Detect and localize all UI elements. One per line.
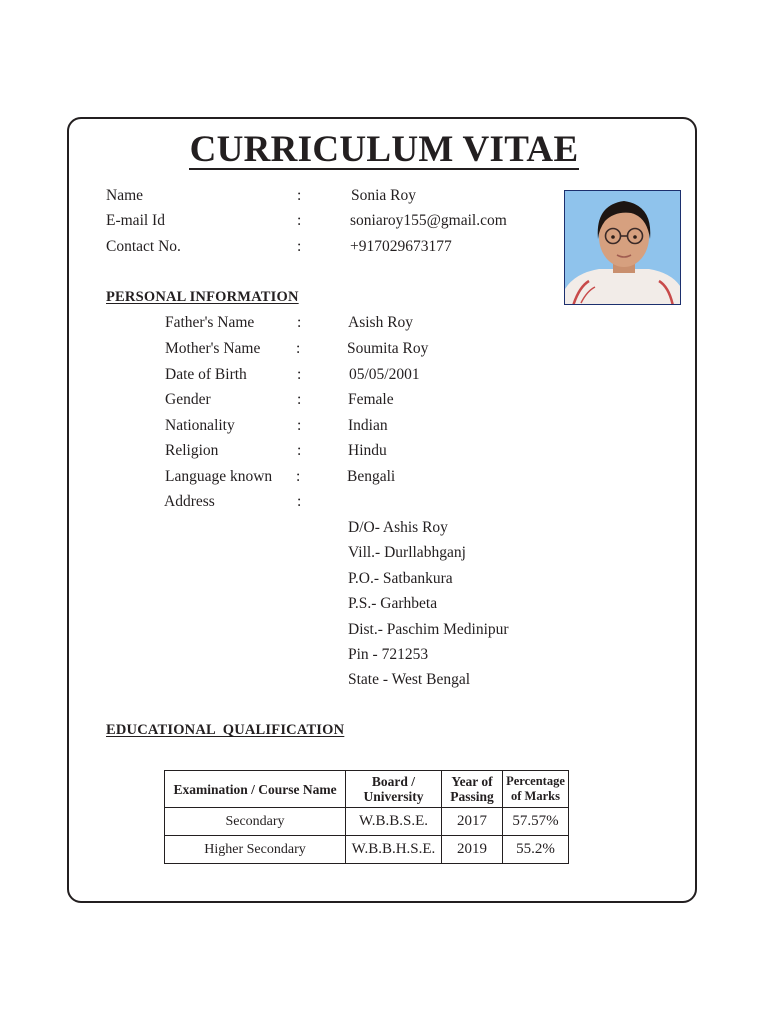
address-line: Pin - 721253 <box>348 646 429 663</box>
gender-value: Female <box>348 391 394 408</box>
table-cell: W.B.B.H.S.E. <box>346 836 442 864</box>
address-colon: : <box>297 493 302 510</box>
profile-photo <box>564 190 681 305</box>
email-value: soniaroy155@gmail.com <box>350 212 507 229</box>
address-label: Address <box>164 493 215 510</box>
address-line: D/O- Ashis Roy <box>348 519 448 536</box>
address-line: P.O.- Satbankura <box>348 570 453 587</box>
date-of-birth-value: 05/05/2001 <box>349 366 420 383</box>
column-header-board: Board / University <box>346 771 442 808</box>
language-known-value: Bengali <box>347 468 396 485</box>
column-header-course: Examination / Course Name <box>165 771 346 808</box>
email-label: E-mail Id <box>106 212 165 229</box>
table-cell: 2017 <box>442 808 503 836</box>
language-known-colon: : <box>296 468 301 485</box>
fathers-name-label: Father's Name <box>165 314 255 331</box>
profile-photo-illustration <box>565 191 681 305</box>
contact-no-label: Contact No. <box>106 238 181 255</box>
table-row <box>165 836 569 864</box>
education-table-header-row <box>165 771 569 808</box>
education-table <box>164 770 569 864</box>
religion-colon: : <box>297 442 302 459</box>
gender-label: Gender <box>165 391 211 408</box>
date-of-birth-colon: : <box>297 366 302 383</box>
table-cell: 2019 <box>442 836 503 864</box>
religion-value: Hindu <box>348 442 387 459</box>
fathers-name-colon: : <box>297 314 302 331</box>
column-header-percentage: Percentage of Marks <box>503 771 569 808</box>
religion-label: Religion <box>165 442 219 459</box>
table-row <box>165 808 569 836</box>
document-title: CURRICULUM VITAE <box>189 129 579 170</box>
fathers-name-value: Asish Roy <box>348 314 414 331</box>
name-label: Name <box>106 187 144 204</box>
name-colon: : <box>297 187 302 204</box>
address-line: Vill.- Durllabhganj <box>348 544 466 561</box>
address-line: Dist.- Paschim Medinipur <box>348 621 509 638</box>
address-line: P.S.- Garhbeta <box>348 595 438 612</box>
mothers-name-value: Soumita Roy <box>347 340 429 357</box>
date-of-birth-label: Date of Birth <box>165 366 247 383</box>
nationality-value: Indian <box>348 417 388 434</box>
table-cell: 57.57% <box>503 808 569 836</box>
language-known-label: Language known <box>165 468 273 485</box>
contact-no-colon: : <box>297 238 302 255</box>
personal-information-heading: PERSONAL INFORMATION <box>106 289 299 305</box>
table-cell: Secondary <box>165 808 346 836</box>
table-cell: Higher Secondary <box>165 836 346 864</box>
gender-colon: : <box>297 391 302 408</box>
address-line: State - West Bengal <box>348 671 471 688</box>
educational-qualification-heading: EDUCATIONAL QUALIFICATION <box>106 722 345 738</box>
email-colon: : <box>297 212 302 229</box>
nationality-colon: : <box>297 417 302 434</box>
table-cell: W.B.B.S.E. <box>346 808 442 836</box>
column-header-year: Year of Passing <box>442 771 503 808</box>
mothers-name-colon: : <box>296 340 301 357</box>
name-value: Sonia Roy <box>351 187 417 204</box>
table-cell: 55.2% <box>503 836 569 864</box>
contact-no-value: +917029673177 <box>350 238 452 255</box>
nationality-label: Nationality <box>165 417 235 434</box>
mothers-name-label: Mother's Name <box>165 340 261 357</box>
